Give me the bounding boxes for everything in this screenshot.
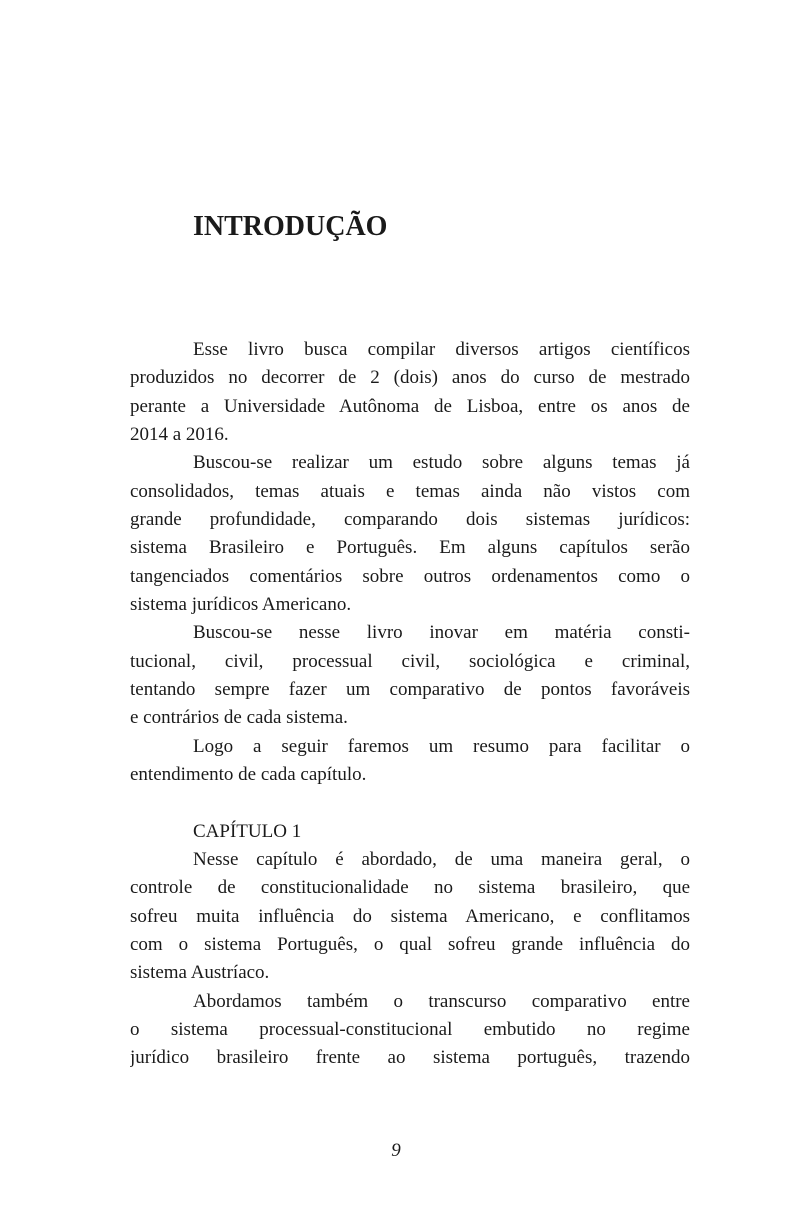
text-line: Esse livro busca compilar diversos artigos científicos [193, 339, 690, 360]
text-line: sofreu muita influência do sistema Americano, e conflitamos [130, 905, 690, 927]
text-line: perante a Universidade Autônoma de Lisboa, entre os anos de [130, 395, 690, 417]
text-line: sistema jurídicos Americano. [130, 593, 352, 615]
text-line: entendimento de cada capítulo. [130, 763, 367, 785]
text-line: o sistema processual-constitucional embutido no regime [130, 1018, 690, 1040]
text-line: grande profundidade, comparando dois sistemas jurídicos: [130, 508, 690, 530]
text-line: controle de constitucionalidade no sistema brasileiro, que [130, 877, 690, 899]
text-line: tentando sempre fazer um comparativo de pontos favoráveis [130, 678, 690, 700]
text-line: Abordamos também o transcurso comparativo entre [193, 990, 690, 1012]
text-line: com o sistema Português, o qual sofreu grande influência do [130, 933, 690, 955]
text-line: jurídico brasileiro frente ao sistema português, trazendo [130, 1047, 690, 1069]
text-line: Logo a seguir faremos um resumo para facilitar o [193, 735, 690, 757]
body-text [130, 336, 690, 1073]
text-line: sistema Brasileiro e Português. Em alguns capítulos serão [130, 537, 690, 559]
text-line: e contrários de cada sistema. [130, 707, 348, 729]
page-number: 9 [391, 1140, 401, 1161]
text-line: tucional, civil, processual civil, sociológica e criminal, [130, 650, 690, 672]
page-title: INTRODUÇÃO [193, 211, 388, 242]
text-line: Nesse capítulo é abordado, de uma maneira geral, o [193, 848, 690, 870]
text-line: 2014 a 2016. [130, 423, 229, 445]
text-line: produzidos no decorrer de 2 (dois) anos do curso de mestrado [130, 367, 690, 389]
text-line: sistema Austríaco. [130, 962, 270, 984]
text-line: consolidados, temas atuais e temas ainda não vistos com [130, 480, 690, 502]
chapter-heading: CAPÍTULO 1 [193, 820, 302, 842]
text-line: Buscou-se realizar um estudo sobre alguns temas já [193, 452, 690, 474]
text-line: tangenciados comentários sobre outros ordenamentos como o [130, 565, 690, 587]
text-line: Buscou-se nesse livro inovar em matéria consti- [193, 622, 690, 644]
